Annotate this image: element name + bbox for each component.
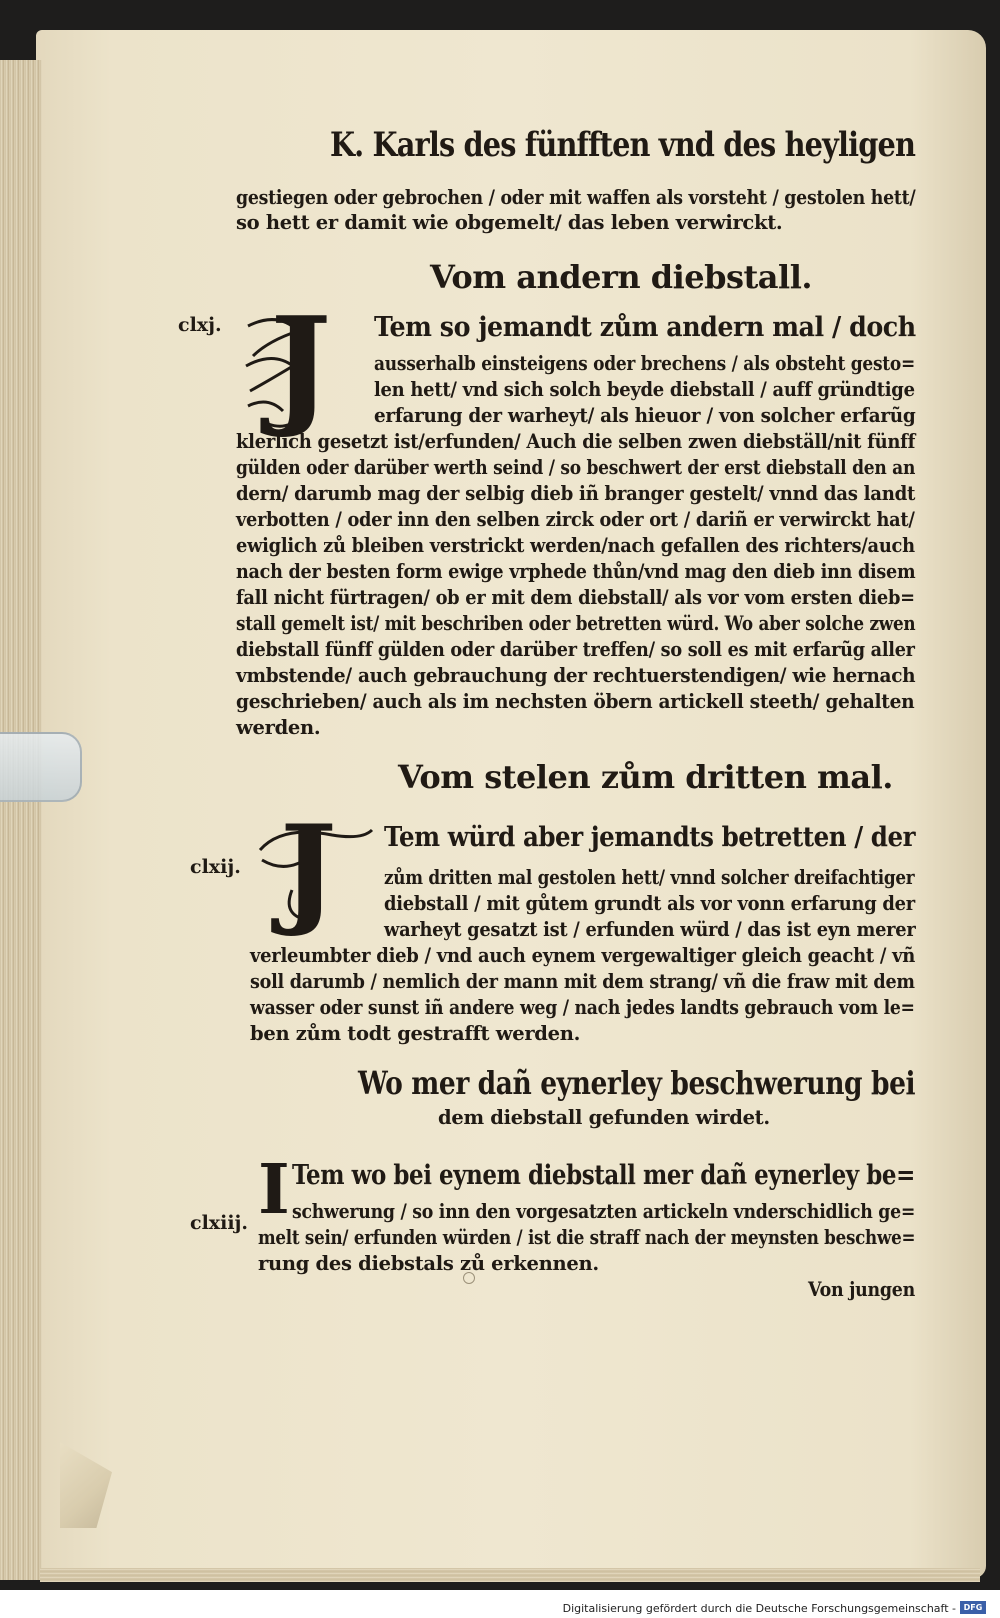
text-line: verbotten / oder inn den selben zirck oder ort / dariñ er verwirckt hat/ — [236, 508, 915, 531]
first-line: Tem würd aber jemandts betretten / der — [384, 822, 916, 853]
page-stack-left-edge — [0, 60, 42, 1580]
section-subheading: dem diebstall gefunden wirdet. — [438, 1106, 770, 1129]
initial-letter: J — [270, 288, 332, 441]
text-line: geschrieben/ auch als im nechsten öbern artickell steeth/ gehalten — [236, 690, 915, 713]
text-line: werden. — [236, 716, 321, 739]
text-line: len hett/ vnd sich solch beyde diebstall / auff gründtige — [374, 378, 915, 401]
top-line: gestiegen oder gebrochen / oder mit waffen als vorsteht / gestolen hett/ — [236, 186, 916, 209]
initial-letter: J — [280, 799, 337, 940]
text-line: ausserhalb einsteigens oder brechens / als obsteht gesto= — [374, 352, 916, 375]
section-heading: Wo mer dañ eynerley beschwerung bei — [358, 1064, 916, 1102]
text-line: verleumbter dieb / vnd auch eynem vergewaltiger gleich geacht / vñ — [250, 944, 916, 967]
text-line: gülden oder darüber werth seind / so beschwert der erst diebstall den an — [236, 456, 916, 479]
dfg-logo: DFG — [960, 1601, 986, 1614]
text-line: ewiglich zů bleiben verstrickt werden/nach gefallen des richters/auch — [236, 534, 915, 557]
section-numeral: clxj. — [178, 314, 222, 336]
catchword: Von jungen — [808, 1278, 915, 1301]
plastic-clip-tab — [0, 732, 82, 802]
text-line: vmbstende/ auch gebrauchung der rechtuerstendigen/ wie hernach — [236, 664, 916, 687]
first-line: Tem so jemandt zům andern mal / doch — [374, 312, 916, 343]
initial-letter: I — [258, 1150, 290, 1230]
section-numeral: clxiij. — [190, 1212, 249, 1234]
text-line: diebstall fünff gülden oder darüber treffen/ so soll es mit erfarũg aller — [236, 638, 915, 661]
text-line: melt sein/ erfunden würden / ist die straff nach der meynsten beschwe= — [258, 1226, 916, 1249]
footer-credit: Digitalisierung gefördert durch die Deutsche Forschungsgemeinschaft - — [562, 1602, 956, 1615]
text-line: ben zům todt gestrafft werden. — [250, 1022, 581, 1045]
text-line: zům dritten mal gestolen hett/ vnnd solcher dreifachtiger — [384, 866, 915, 889]
text-line: rung des diebstals zů erkennen. — [258, 1252, 599, 1275]
text-line: wasser oder sunst iñ andere weg / nach jedes landts gebrauch vom le= — [250, 996, 915, 1019]
text-line: klerlich gesetzt ist/erfunden/ Auch die selben zwen diebställ/nit fünff — [236, 430, 916, 453]
text-line: fall nicht fürtragen/ ob er mit dem diebstall/ als vor vom ersten dieb= — [236, 586, 915, 609]
text-line: stall gemelt ist/ mit beschriben oder betretten würd. Wo aber solche zwen — [236, 612, 916, 635]
text-line: nach der besten form ewige vrphede thůn/vnd mag den dieb inn disem — [236, 560, 916, 583]
section-heading: Vom andern diebstall. — [430, 258, 812, 296]
top-line: so hett er damit wie obgemelt/ das leben verwirckt. — [236, 211, 783, 234]
page-stack-bottom-edge — [40, 1568, 980, 1582]
running-head: K. Karls des fünfften vnd des heyligen — [330, 125, 916, 165]
text-line: schwerung / so inn den vorgesatzten artickeln vnderschidlich ge= — [292, 1200, 916, 1223]
text-line: diebstall / mit gůtem grundt als vor vonn erfarung der — [384, 892, 915, 915]
first-line: Tem wo bei eynem diebstall mer dañ eynerley be= — [292, 1160, 915, 1191]
text-line: erfarung der warheyt/ als hieuor / von solcher erfarũg — [374, 404, 916, 427]
text-line: warheyt gesatzt ist / erfunden würd / das ist eyn merer — [384, 918, 916, 941]
text-line: dern/ darumb mag der selbig dieb iñ branger gestelt/ vnnd das landt — [236, 482, 916, 505]
section-numeral: clxij. — [190, 856, 241, 878]
section-heading: Vom stelen zům dritten mal. — [398, 758, 893, 796]
text-line: soll darumb / nemlich der mann mit dem strang/ vñ die fraw mit dem — [250, 970, 915, 993]
